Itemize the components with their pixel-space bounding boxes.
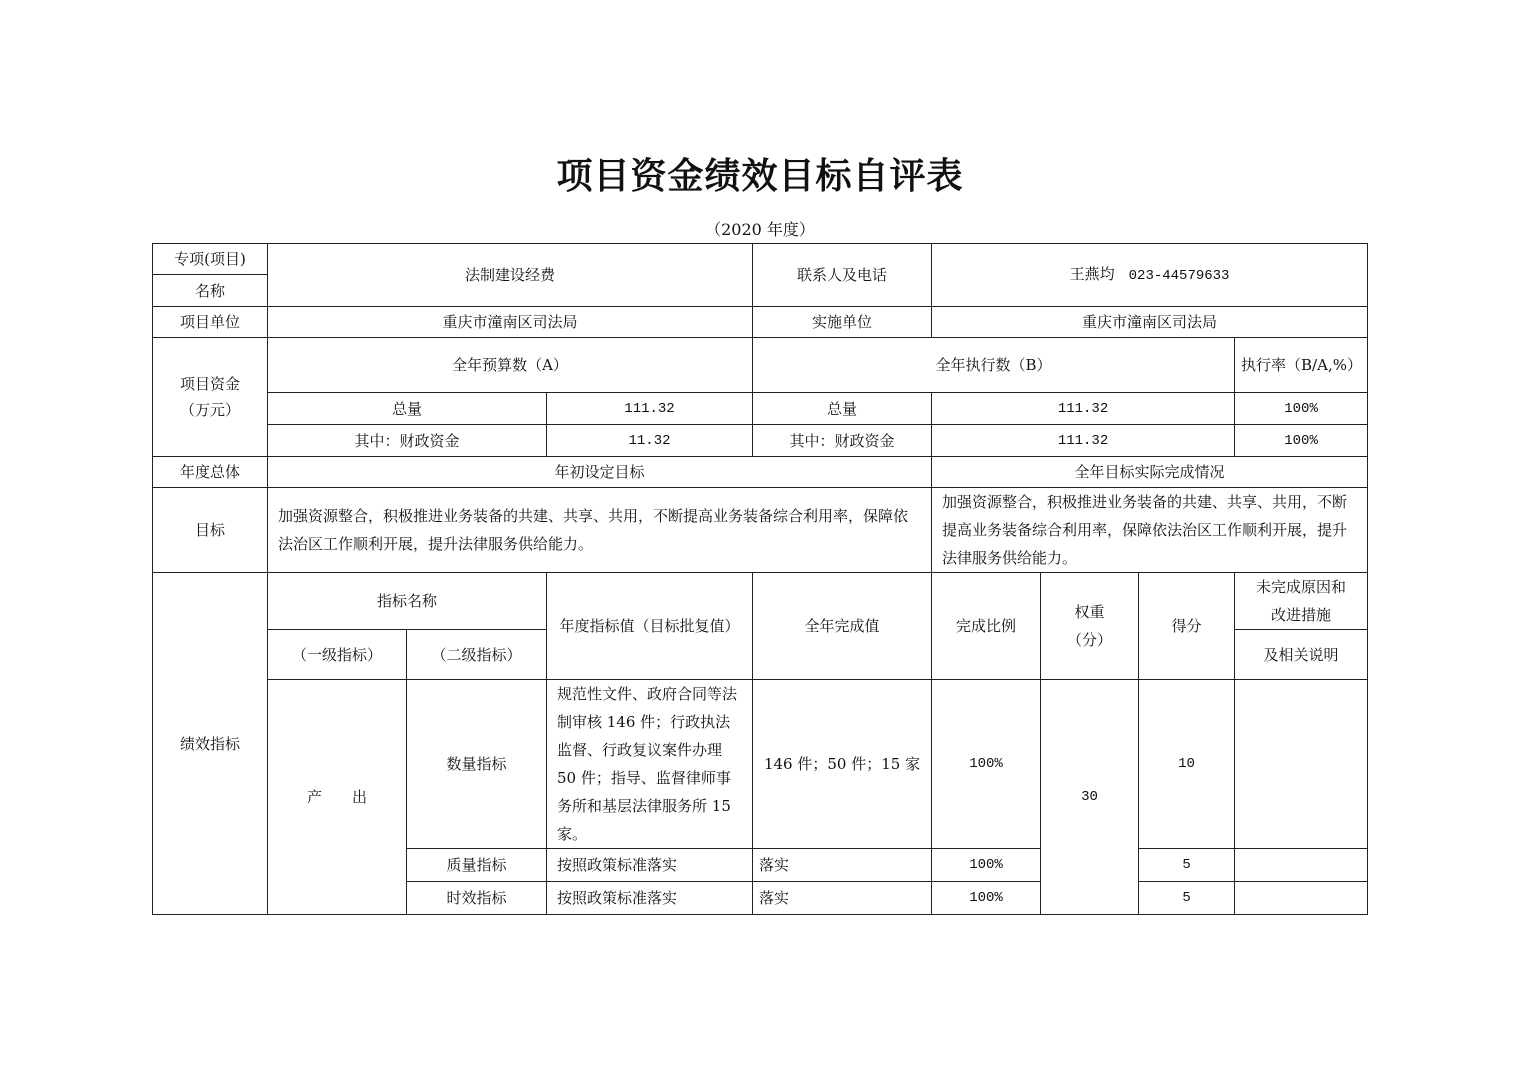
reason-header-1: 未完成原因和	[1256, 578, 1347, 596]
indicator-name-header: 指标名称	[268, 573, 547, 630]
goals-set-header: 年初设定目标	[268, 457, 932, 488]
project-unit-value: 重庆市潼南区司法局	[268, 307, 753, 338]
indicator-row-ratio: 100%	[932, 882, 1041, 915]
rate-header: 执行率（B/A,%）	[1235, 338, 1368, 393]
contact-phone: 023-44579633	[1128, 268, 1230, 284]
impl-unit-label: 实施单位	[753, 307, 932, 338]
budget-total-label: 总量	[268, 393, 547, 425]
exec-fiscal-label: 其中：财政资金	[753, 425, 932, 457]
exec-header: 全年执行数（B）	[753, 338, 1235, 393]
perf-label: 绩效指标	[153, 573, 268, 915]
rate-total-value: 100%	[1235, 393, 1368, 425]
goals-label-1: 年度总体	[153, 457, 268, 488]
indicator-row-name: 数量指标	[407, 680, 547, 849]
weight-header-1: 权重	[1074, 603, 1105, 621]
indicator-row-name: 质量指标	[407, 849, 547, 882]
project-name-label-2: 名称	[153, 275, 268, 307]
indicator-row-target: 按照政策标准落实	[547, 849, 753, 882]
report-year: （2020 年度）	[705, 220, 815, 239]
reason-header-top	[1235, 573, 1368, 630]
funds-label	[153, 338, 268, 457]
contact-value	[932, 244, 1368, 307]
indicator-row-target: 规范性文件、政府合同等法制审核 146 件；行政执法监督、行政复议案件办理 50 件；指导、监督律师事务所和基层法律服务所 15 家。	[547, 680, 753, 849]
ratio-header: 完成比例	[932, 573, 1041, 680]
goals-actual-text: 加强资源整合，积极推进业务装备的共建、共享、共用，不断提高业务装备综合利用率，保障依法治区工作顺利开展，提升法律服务供给能力。	[932, 488, 1368, 573]
project-name-label-1: 专项(项目)	[153, 244, 268, 275]
indicator-row-score: 5	[1139, 849, 1235, 882]
indicator-row-ratio: 100%	[932, 680, 1041, 849]
budget-fiscal-label: 其中：财政资金	[268, 425, 547, 457]
perf-weight-value: 30	[1041, 680, 1139, 915]
project-name-value: 法制建设经费	[268, 244, 753, 307]
impl-unit-value: 重庆市潼南区司法局	[932, 307, 1368, 338]
goals-actual-header: 全年目标实际完成情况	[932, 457, 1368, 488]
reason-header-2: 改进措施	[1271, 606, 1332, 624]
indicator-row-ratio: 100%	[932, 849, 1041, 882]
exec-total-label: 总量	[753, 393, 932, 425]
budget-header: 全年预算数（A）	[268, 338, 753, 393]
funds-label-2: （万元）	[179, 401, 240, 419]
indicator-row-score: 5	[1139, 882, 1235, 915]
completed-header: 全年完成值	[753, 573, 932, 680]
indicator-row-name: 时效指标	[407, 882, 547, 915]
budget-total-value: 111.32	[547, 393, 753, 425]
reason-header-3: 及相关说明	[1235, 630, 1368, 680]
weight-header	[1041, 573, 1139, 680]
goals-set-text: 加强资源整合，积极推进业务装备的共建、共享、共用，不断提高业务装备综合利用率，保障依法治区工作顺利开展，提升法律服务供给能力。	[268, 488, 932, 573]
funds-label-1: 项目资金	[179, 375, 240, 393]
rate-fiscal-value: 100%	[1235, 425, 1368, 457]
level2-header: （二级指标）	[407, 630, 547, 680]
score-header: 得分	[1139, 573, 1235, 680]
indicator-row-note	[1235, 849, 1368, 882]
exec-fiscal-value: 111.32	[932, 425, 1235, 457]
indicator-row-completed: 落实	[753, 849, 932, 882]
budget-fiscal-value: 11.32	[547, 425, 753, 457]
weight-header-2: （分）	[1067, 631, 1113, 649]
exec-total-value: 111.32	[932, 393, 1235, 425]
perf-group-output: 产 出	[268, 680, 407, 915]
indicator-row-note	[1235, 882, 1368, 915]
indicator-row-completed: 落实	[753, 882, 932, 915]
level1-header: （一级指标）	[268, 630, 407, 680]
indicator-row-score: 10	[1139, 680, 1235, 849]
evaluation-table	[152, 243, 1368, 915]
indicator-row-target: 按照政策标准落实	[547, 882, 753, 915]
indicator-row-note	[1235, 680, 1368, 849]
project-unit-label: 项目单位	[153, 307, 268, 338]
contact-name: 王燕均	[1069, 265, 1115, 283]
contact-label: 联系人及电话	[753, 244, 932, 307]
target-header: 年度指标值（目标批复值）	[547, 573, 753, 680]
goals-label-2: 目标	[153, 488, 268, 573]
page-title: 项目资金绩效目标自评表	[556, 156, 964, 197]
indicator-row-completed: 146 件；50 件；15 家	[753, 680, 932, 849]
